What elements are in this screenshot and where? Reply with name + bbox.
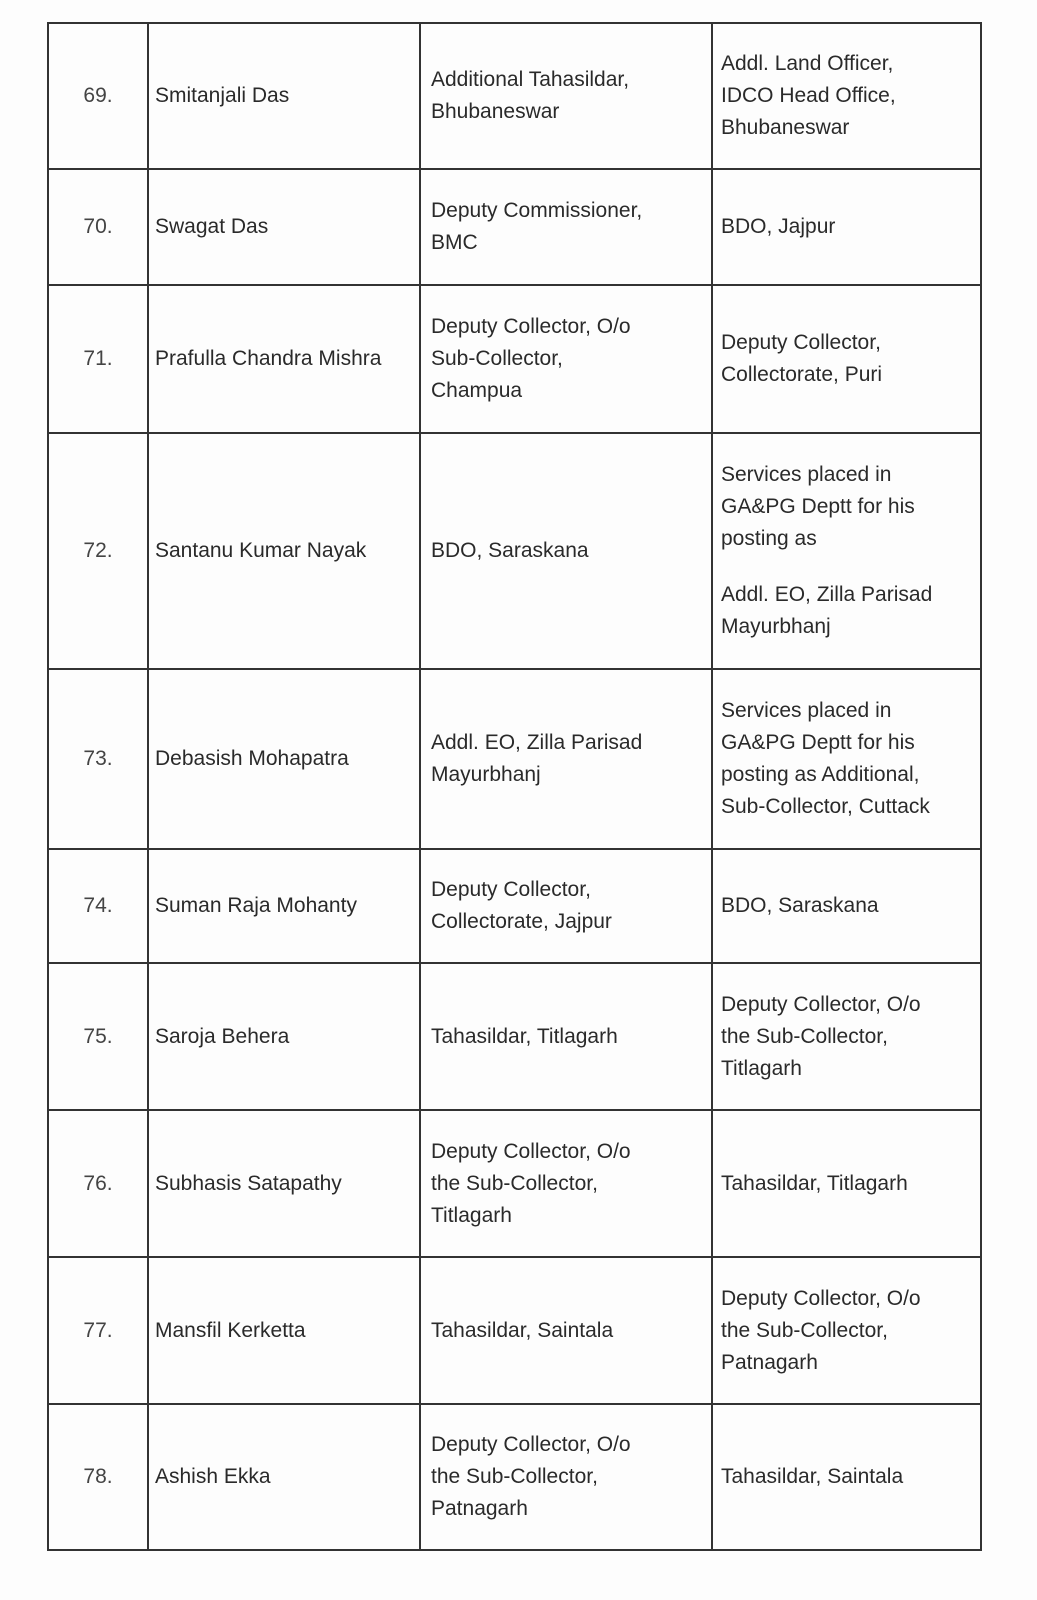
new-posting-line: posting as Additional, — [721, 763, 920, 786]
new-posting-line: Tahasildar, Saintala — [721, 1465, 904, 1488]
present-posting-line: Deputy Collector, O/o — [431, 315, 631, 338]
serial-number: 69. — [48, 23, 148, 169]
officer-name: Suman Raja Mohanty — [148, 849, 420, 963]
table-row — [48, 23, 981, 169]
officer-name: Prafulla Chandra Mishra — [148, 285, 420, 433]
new-posting — [712, 1404, 981, 1550]
new-posting — [712, 669, 981, 849]
present-posting-line: Champua — [431, 379, 523, 402]
present-posting-line: Deputy Commissioner, — [431, 199, 643, 222]
officer-name: Smitanjali Das — [148, 23, 420, 169]
serial-number: 70. — [48, 169, 148, 285]
present-posting-line: Patnagarh — [431, 1497, 528, 1520]
serial-number: 74. — [48, 849, 148, 963]
new-posting-line: Deputy Collector, O/o — [721, 992, 921, 1016]
new-posting-line — [721, 555, 974, 579]
new-posting-line: BDO, Jajpur — [721, 215, 836, 238]
new-posting-line: Services placed in — [721, 699, 892, 722]
present-posting — [420, 1257, 712, 1404]
serial-number: 73. — [48, 669, 148, 849]
present-posting-line: Mayurbhanj — [431, 763, 541, 786]
serial-number: 78. — [48, 1404, 148, 1550]
new-posting-line: the Sub-Collector, — [721, 1024, 888, 1048]
present-posting-line: Titlagarh — [431, 1203, 512, 1227]
new-posting-line: the Sub-Collector, — [721, 1318, 888, 1342]
new-posting-line: Services placed in — [721, 463, 892, 486]
new-posting — [712, 849, 981, 963]
present-posting-line: Tahasildar, Titlagarh — [431, 1024, 618, 1048]
present-posting-line: Deputy Collector, O/o — [431, 1139, 631, 1163]
present-posting — [420, 285, 712, 433]
table-row — [48, 963, 981, 1110]
table-row — [48, 433, 981, 669]
present-posting-line: Additional Tahasildar, — [431, 68, 630, 91]
new-posting-line: Collectorate, Puri — [721, 363, 883, 386]
officer-name: Saroja Behera — [148, 963, 420, 1110]
serial-number: 72. — [48, 433, 148, 669]
new-posting-line: Titlagarh — [721, 1056, 802, 1080]
new-posting-line: Sub-Collector, Cuttack — [721, 795, 930, 818]
present-posting-line: Sub-Collector, — [431, 347, 563, 370]
officer-name: Swagat Das — [148, 169, 420, 285]
new-posting-line: Addl. Land Officer, — [721, 52, 894, 75]
new-posting — [712, 23, 981, 169]
present-posting-line: Addl. EO, Zilla Parisad — [431, 731, 643, 754]
new-posting-line: posting as — [721, 527, 817, 550]
present-posting — [420, 1404, 712, 1550]
new-posting-line: IDCO Head Office, — [721, 84, 896, 107]
table-row — [48, 669, 981, 849]
present-posting — [420, 169, 712, 285]
serial-number: 76. — [48, 1110, 148, 1257]
present-posting-line: Bhubaneswar — [431, 100, 560, 123]
present-posting — [420, 23, 712, 169]
table-row — [48, 1257, 981, 1404]
officer-name: Ashish Ekka — [148, 1404, 420, 1550]
present-posting-line: the Sub-Collector, — [431, 1465, 598, 1488]
new-posting-line: Deputy Collector, O/o — [721, 1286, 921, 1310]
officer-name: Subhasis Satapathy — [148, 1110, 420, 1257]
present-posting — [420, 669, 712, 849]
present-posting-line: BMC — [431, 231, 478, 254]
new-posting — [712, 1110, 981, 1257]
table-row — [48, 169, 981, 285]
transfer-table — [47, 22, 982, 1551]
new-posting-line: GA&PG Deptt for his — [721, 495, 915, 518]
present-posting — [420, 1110, 712, 1257]
serial-number: 75. — [48, 963, 148, 1110]
new-posting-line: Bhubaneswar — [721, 116, 850, 139]
present-posting-line: BDO, Saraskana — [431, 539, 589, 562]
officer-name: Mansfil Kerketta — [148, 1257, 420, 1404]
new-posting-line: Patnagarh — [721, 1350, 818, 1374]
new-posting-line: GA&PG Deptt for his — [721, 731, 915, 754]
present-posting-line: Deputy Collector, O/o — [431, 1433, 631, 1456]
table-row — [48, 1110, 981, 1257]
new-posting-line: Mayurbhanj — [721, 615, 831, 638]
present-posting-line: Collectorate, Jajpur — [431, 910, 612, 933]
present-posting-line: the Sub-Collector, — [431, 1171, 598, 1195]
present-posting-line: Deputy Collector, — [431, 878, 591, 901]
officer-name: Debasish Mohapatra — [148, 669, 420, 849]
new-posting-line: Tahasildar, Titlagarh — [721, 1171, 908, 1195]
new-posting-line: Deputy Collector, — [721, 331, 881, 354]
officer-name: Santanu Kumar Nayak — [148, 433, 420, 669]
table-row — [48, 1404, 981, 1550]
new-posting-line: BDO, Saraskana — [721, 894, 879, 917]
present-posting — [420, 963, 712, 1110]
serial-number: 71. — [48, 285, 148, 433]
new-posting — [712, 433, 981, 669]
transfer-table-body — [48, 23, 981, 1550]
table-row — [48, 285, 981, 433]
present-posting — [420, 849, 712, 963]
present-posting-line: Tahasildar, Saintala — [431, 1318, 614, 1342]
new-posting — [712, 963, 981, 1110]
new-posting — [712, 169, 981, 285]
table-row — [48, 849, 981, 963]
serial-number: 77. — [48, 1257, 148, 1404]
present-posting — [420, 433, 712, 669]
new-posting-line: Addl. EO, Zilla Parisad — [721, 583, 933, 606]
new-posting — [712, 1257, 981, 1404]
new-posting — [712, 285, 981, 433]
